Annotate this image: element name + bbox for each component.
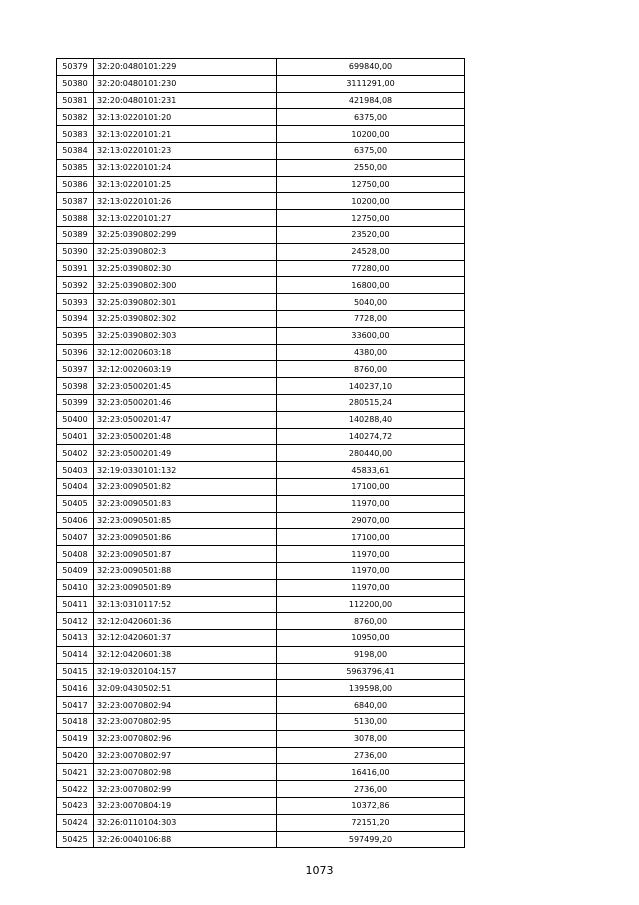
cadastral-number-cell: 32:13:0220101:27 xyxy=(94,210,277,227)
cadastral-number-cell: 32:13:0220101:23 xyxy=(94,142,277,159)
value-cell: 421984,08 xyxy=(277,92,465,109)
cadastral-number-cell: 32:23:0090501:87 xyxy=(94,546,277,563)
row-number-cell: 50379 xyxy=(57,59,94,76)
value-cell: 11970,00 xyxy=(277,546,465,563)
value-cell: 11970,00 xyxy=(277,562,465,579)
cadastral-number-cell: 32:25:0390802:299 xyxy=(94,226,277,243)
value-cell: 2550,00 xyxy=(277,159,465,176)
row-number-cell: 50404 xyxy=(57,478,94,495)
value-cell: 5040,00 xyxy=(277,294,465,311)
row-number-cell: 50387 xyxy=(57,193,94,210)
value-cell: 6375,00 xyxy=(277,109,465,126)
table-row xyxy=(57,344,465,361)
table-body xyxy=(57,59,465,848)
row-number-cell: 50388 xyxy=(57,210,94,227)
table-row xyxy=(57,277,465,294)
table-row xyxy=(57,445,465,462)
table-row xyxy=(57,462,465,479)
cadastral-number-cell: 32:25:0390802:303 xyxy=(94,327,277,344)
row-number-cell: 50424 xyxy=(57,814,94,831)
table-row xyxy=(57,495,465,512)
table-row xyxy=(57,310,465,327)
row-number-cell: 50422 xyxy=(57,781,94,798)
table-row xyxy=(57,109,465,126)
cadastral-number-cell: 32:23:0070802:94 xyxy=(94,697,277,714)
table-row xyxy=(57,361,465,378)
value-cell: 280515,24 xyxy=(277,394,465,411)
row-number-cell: 50406 xyxy=(57,512,94,529)
table-row xyxy=(57,260,465,277)
value-cell: 7728,00 xyxy=(277,310,465,327)
row-number-cell: 50414 xyxy=(57,646,94,663)
cadastral-number-cell: 32:23:0500201:45 xyxy=(94,378,277,395)
value-cell: 280440,00 xyxy=(277,445,465,462)
table-row xyxy=(57,579,465,596)
value-cell: 29070,00 xyxy=(277,512,465,529)
row-number-cell: 50413 xyxy=(57,630,94,647)
value-cell: 16800,00 xyxy=(277,277,465,294)
cadastral-number-cell: 32:13:0220101:24 xyxy=(94,159,277,176)
row-number-cell: 50417 xyxy=(57,697,94,714)
row-number-cell: 50400 xyxy=(57,411,94,428)
cadastral-number-cell: 32:25:0390802:30 xyxy=(94,260,277,277)
value-cell: 112200,00 xyxy=(277,596,465,613)
cadastral-number-cell: 32:23:0500201:48 xyxy=(94,428,277,445)
table-row xyxy=(57,663,465,680)
table-row xyxy=(57,747,465,764)
value-cell: 17100,00 xyxy=(277,478,465,495)
cadastral-number-cell: 32:23:0500201:46 xyxy=(94,394,277,411)
row-number-cell: 50419 xyxy=(57,730,94,747)
value-cell: 3078,00 xyxy=(277,730,465,747)
cadastral-number-cell: 32:13:0220101:26 xyxy=(94,193,277,210)
value-cell: 17100,00 xyxy=(277,529,465,546)
table-row xyxy=(57,210,465,227)
table-row xyxy=(57,764,465,781)
table-row xyxy=(57,478,465,495)
row-number-cell: 50401 xyxy=(57,428,94,445)
cadastral-number-cell: 32:26:0110104:303 xyxy=(94,814,277,831)
value-cell: 11970,00 xyxy=(277,579,465,596)
value-cell: 45833,61 xyxy=(277,462,465,479)
value-cell: 140237,10 xyxy=(277,378,465,395)
table-row xyxy=(57,126,465,143)
value-cell: 77280,00 xyxy=(277,260,465,277)
page-number: 1073 xyxy=(305,864,334,877)
table-row xyxy=(57,92,465,109)
row-number-cell: 50393 xyxy=(57,294,94,311)
table-row xyxy=(57,831,465,848)
row-number-cell: 50384 xyxy=(57,142,94,159)
row-number-cell: 50398 xyxy=(57,378,94,395)
table-row xyxy=(57,378,465,395)
cadastral-number-cell: 32:23:0070802:96 xyxy=(94,730,277,747)
row-number-cell: 50412 xyxy=(57,613,94,630)
value-cell: 6840,00 xyxy=(277,697,465,714)
table-row xyxy=(57,730,465,747)
value-cell: 11970,00 xyxy=(277,495,465,512)
row-number-cell: 50394 xyxy=(57,310,94,327)
cadastral-number-cell: 32:26:0040106:88 xyxy=(94,831,277,848)
cadastral-number-cell: 32:23:0070802:97 xyxy=(94,747,277,764)
cadastral-number-cell: 32:23:0090501:88 xyxy=(94,562,277,579)
table-row xyxy=(57,243,465,260)
table-row xyxy=(57,394,465,411)
row-number-cell: 50403 xyxy=(57,462,94,479)
value-cell: 139598,00 xyxy=(277,680,465,697)
data-table xyxy=(56,58,465,848)
cadastral-number-cell: 32:23:0090501:83 xyxy=(94,495,277,512)
table-row xyxy=(57,142,465,159)
cadastral-number-cell: 32:20:0480101:229 xyxy=(94,59,277,76)
value-cell: 2736,00 xyxy=(277,781,465,798)
row-number-cell: 50409 xyxy=(57,562,94,579)
table-row xyxy=(57,428,465,445)
value-cell: 24528,00 xyxy=(277,243,465,260)
table-row xyxy=(57,697,465,714)
cadastral-number-cell: 32:19:0330101:132 xyxy=(94,462,277,479)
row-number-cell: 50391 xyxy=(57,260,94,277)
cadastral-number-cell: 32:12:0020603:18 xyxy=(94,344,277,361)
table-row xyxy=(57,159,465,176)
table-row xyxy=(57,226,465,243)
cadastral-number-cell: 32:23:0070804:19 xyxy=(94,798,277,815)
row-number-cell: 50383 xyxy=(57,126,94,143)
row-number-cell: 50407 xyxy=(57,529,94,546)
row-number-cell: 50416 xyxy=(57,680,94,697)
value-cell: 12750,00 xyxy=(277,176,465,193)
table-row xyxy=(57,294,465,311)
table-row xyxy=(57,680,465,697)
cadastral-number-cell: 32:23:0090501:82 xyxy=(94,478,277,495)
row-number-cell: 50385 xyxy=(57,159,94,176)
table-row xyxy=(57,59,465,76)
cadastral-number-cell: 32:13:0310117:52 xyxy=(94,596,277,613)
cadastral-number-cell: 32:12:0420601:37 xyxy=(94,630,277,647)
value-cell: 23520,00 xyxy=(277,226,465,243)
row-number-cell: 50425 xyxy=(57,831,94,848)
row-number-cell: 50415 xyxy=(57,663,94,680)
value-cell: 8760,00 xyxy=(277,613,465,630)
row-number-cell: 50382 xyxy=(57,109,94,126)
row-number-cell: 50397 xyxy=(57,361,94,378)
row-number-cell: 50399 xyxy=(57,394,94,411)
row-number-cell: 50392 xyxy=(57,277,94,294)
table-row xyxy=(57,327,465,344)
table-row xyxy=(57,814,465,831)
row-number-cell: 50402 xyxy=(57,445,94,462)
value-cell: 699840,00 xyxy=(277,59,465,76)
row-number-cell: 50390 xyxy=(57,243,94,260)
value-cell: 3111291,00 xyxy=(277,75,465,92)
row-number-cell: 50418 xyxy=(57,714,94,731)
table-row xyxy=(57,596,465,613)
value-cell: 72151,20 xyxy=(277,814,465,831)
cadastral-number-cell: 32:23:0070802:95 xyxy=(94,714,277,731)
table-row xyxy=(57,176,465,193)
table-row xyxy=(57,630,465,647)
row-number-cell: 50408 xyxy=(57,546,94,563)
cadastral-number-cell: 32:12:0420601:36 xyxy=(94,613,277,630)
cadastral-number-cell: 32:13:0220101:21 xyxy=(94,126,277,143)
table-row xyxy=(57,613,465,630)
value-cell: 10200,00 xyxy=(277,126,465,143)
row-number-cell: 50381 xyxy=(57,92,94,109)
table-row xyxy=(57,529,465,546)
row-number-cell: 50395 xyxy=(57,327,94,344)
table-row xyxy=(57,546,465,563)
cadastral-number-cell: 32:23:0090501:85 xyxy=(94,512,277,529)
table-row xyxy=(57,798,465,815)
table-row xyxy=(57,193,465,210)
row-number-cell: 50421 xyxy=(57,764,94,781)
cadastral-number-cell: 32:19:0320104:157 xyxy=(94,663,277,680)
value-cell: 10372,86 xyxy=(277,798,465,815)
value-cell: 597499,20 xyxy=(277,831,465,848)
value-cell: 10950,00 xyxy=(277,630,465,647)
cadastral-number-cell: 32:20:0480101:230 xyxy=(94,75,277,92)
cadastral-number-cell: 32:09:0430502:51 xyxy=(94,680,277,697)
value-cell: 5963796,41 xyxy=(277,663,465,680)
cadastral-number-cell: 32:23:0500201:49 xyxy=(94,445,277,462)
value-cell: 33600,00 xyxy=(277,327,465,344)
value-cell: 140274,72 xyxy=(277,428,465,445)
row-number-cell: 50405 xyxy=(57,495,94,512)
value-cell: 2736,00 xyxy=(277,747,465,764)
cadastral-number-cell: 32:25:0390802:300 xyxy=(94,277,277,294)
table-row xyxy=(57,646,465,663)
cadastral-number-cell: 32:23:0070802:99 xyxy=(94,781,277,798)
row-number-cell: 50380 xyxy=(57,75,94,92)
value-cell: 140288,40 xyxy=(277,411,465,428)
table-row xyxy=(57,781,465,798)
table-row xyxy=(57,562,465,579)
value-cell: 6375,00 xyxy=(277,142,465,159)
cadastral-number-cell: 32:23:0500201:47 xyxy=(94,411,277,428)
table-row xyxy=(57,411,465,428)
cadastral-number-cell: 32:13:0220101:20 xyxy=(94,109,277,126)
row-number-cell: 50396 xyxy=(57,344,94,361)
cadastral-number-cell: 32:25:0390802:3 xyxy=(94,243,277,260)
table-row xyxy=(57,512,465,529)
row-number-cell: 50420 xyxy=(57,747,94,764)
cadastral-number-cell: 32:20:0480101:231 xyxy=(94,92,277,109)
cadastral-number-cell: 32:23:0090501:86 xyxy=(94,529,277,546)
value-cell: 10200,00 xyxy=(277,193,465,210)
row-number-cell: 50423 xyxy=(57,798,94,815)
value-cell: 9198,00 xyxy=(277,646,465,663)
value-cell: 4380,00 xyxy=(277,344,465,361)
value-cell: 12750,00 xyxy=(277,210,465,227)
cadastral-number-cell: 32:13:0220101:25 xyxy=(94,176,277,193)
row-number-cell: 50389 xyxy=(57,226,94,243)
value-cell: 16416,00 xyxy=(277,764,465,781)
row-number-cell: 50386 xyxy=(57,176,94,193)
table-row xyxy=(57,714,465,731)
value-cell: 8760,00 xyxy=(277,361,465,378)
cadastral-number-cell: 32:23:0090501:89 xyxy=(94,579,277,596)
row-number-cell: 50411 xyxy=(57,596,94,613)
cadastral-number-cell: 32:12:0420601:38 xyxy=(94,646,277,663)
cadastral-number-cell: 32:25:0390802:302 xyxy=(94,310,277,327)
cadastral-number-cell: 32:25:0390802:301 xyxy=(94,294,277,311)
table-row xyxy=(57,75,465,92)
cadastral-number-cell: 32:12:0020603:19 xyxy=(94,361,277,378)
cadastral-number-cell: 32:23:0070802:98 xyxy=(94,764,277,781)
row-number-cell: 50410 xyxy=(57,579,94,596)
value-cell: 5130,00 xyxy=(277,714,465,731)
